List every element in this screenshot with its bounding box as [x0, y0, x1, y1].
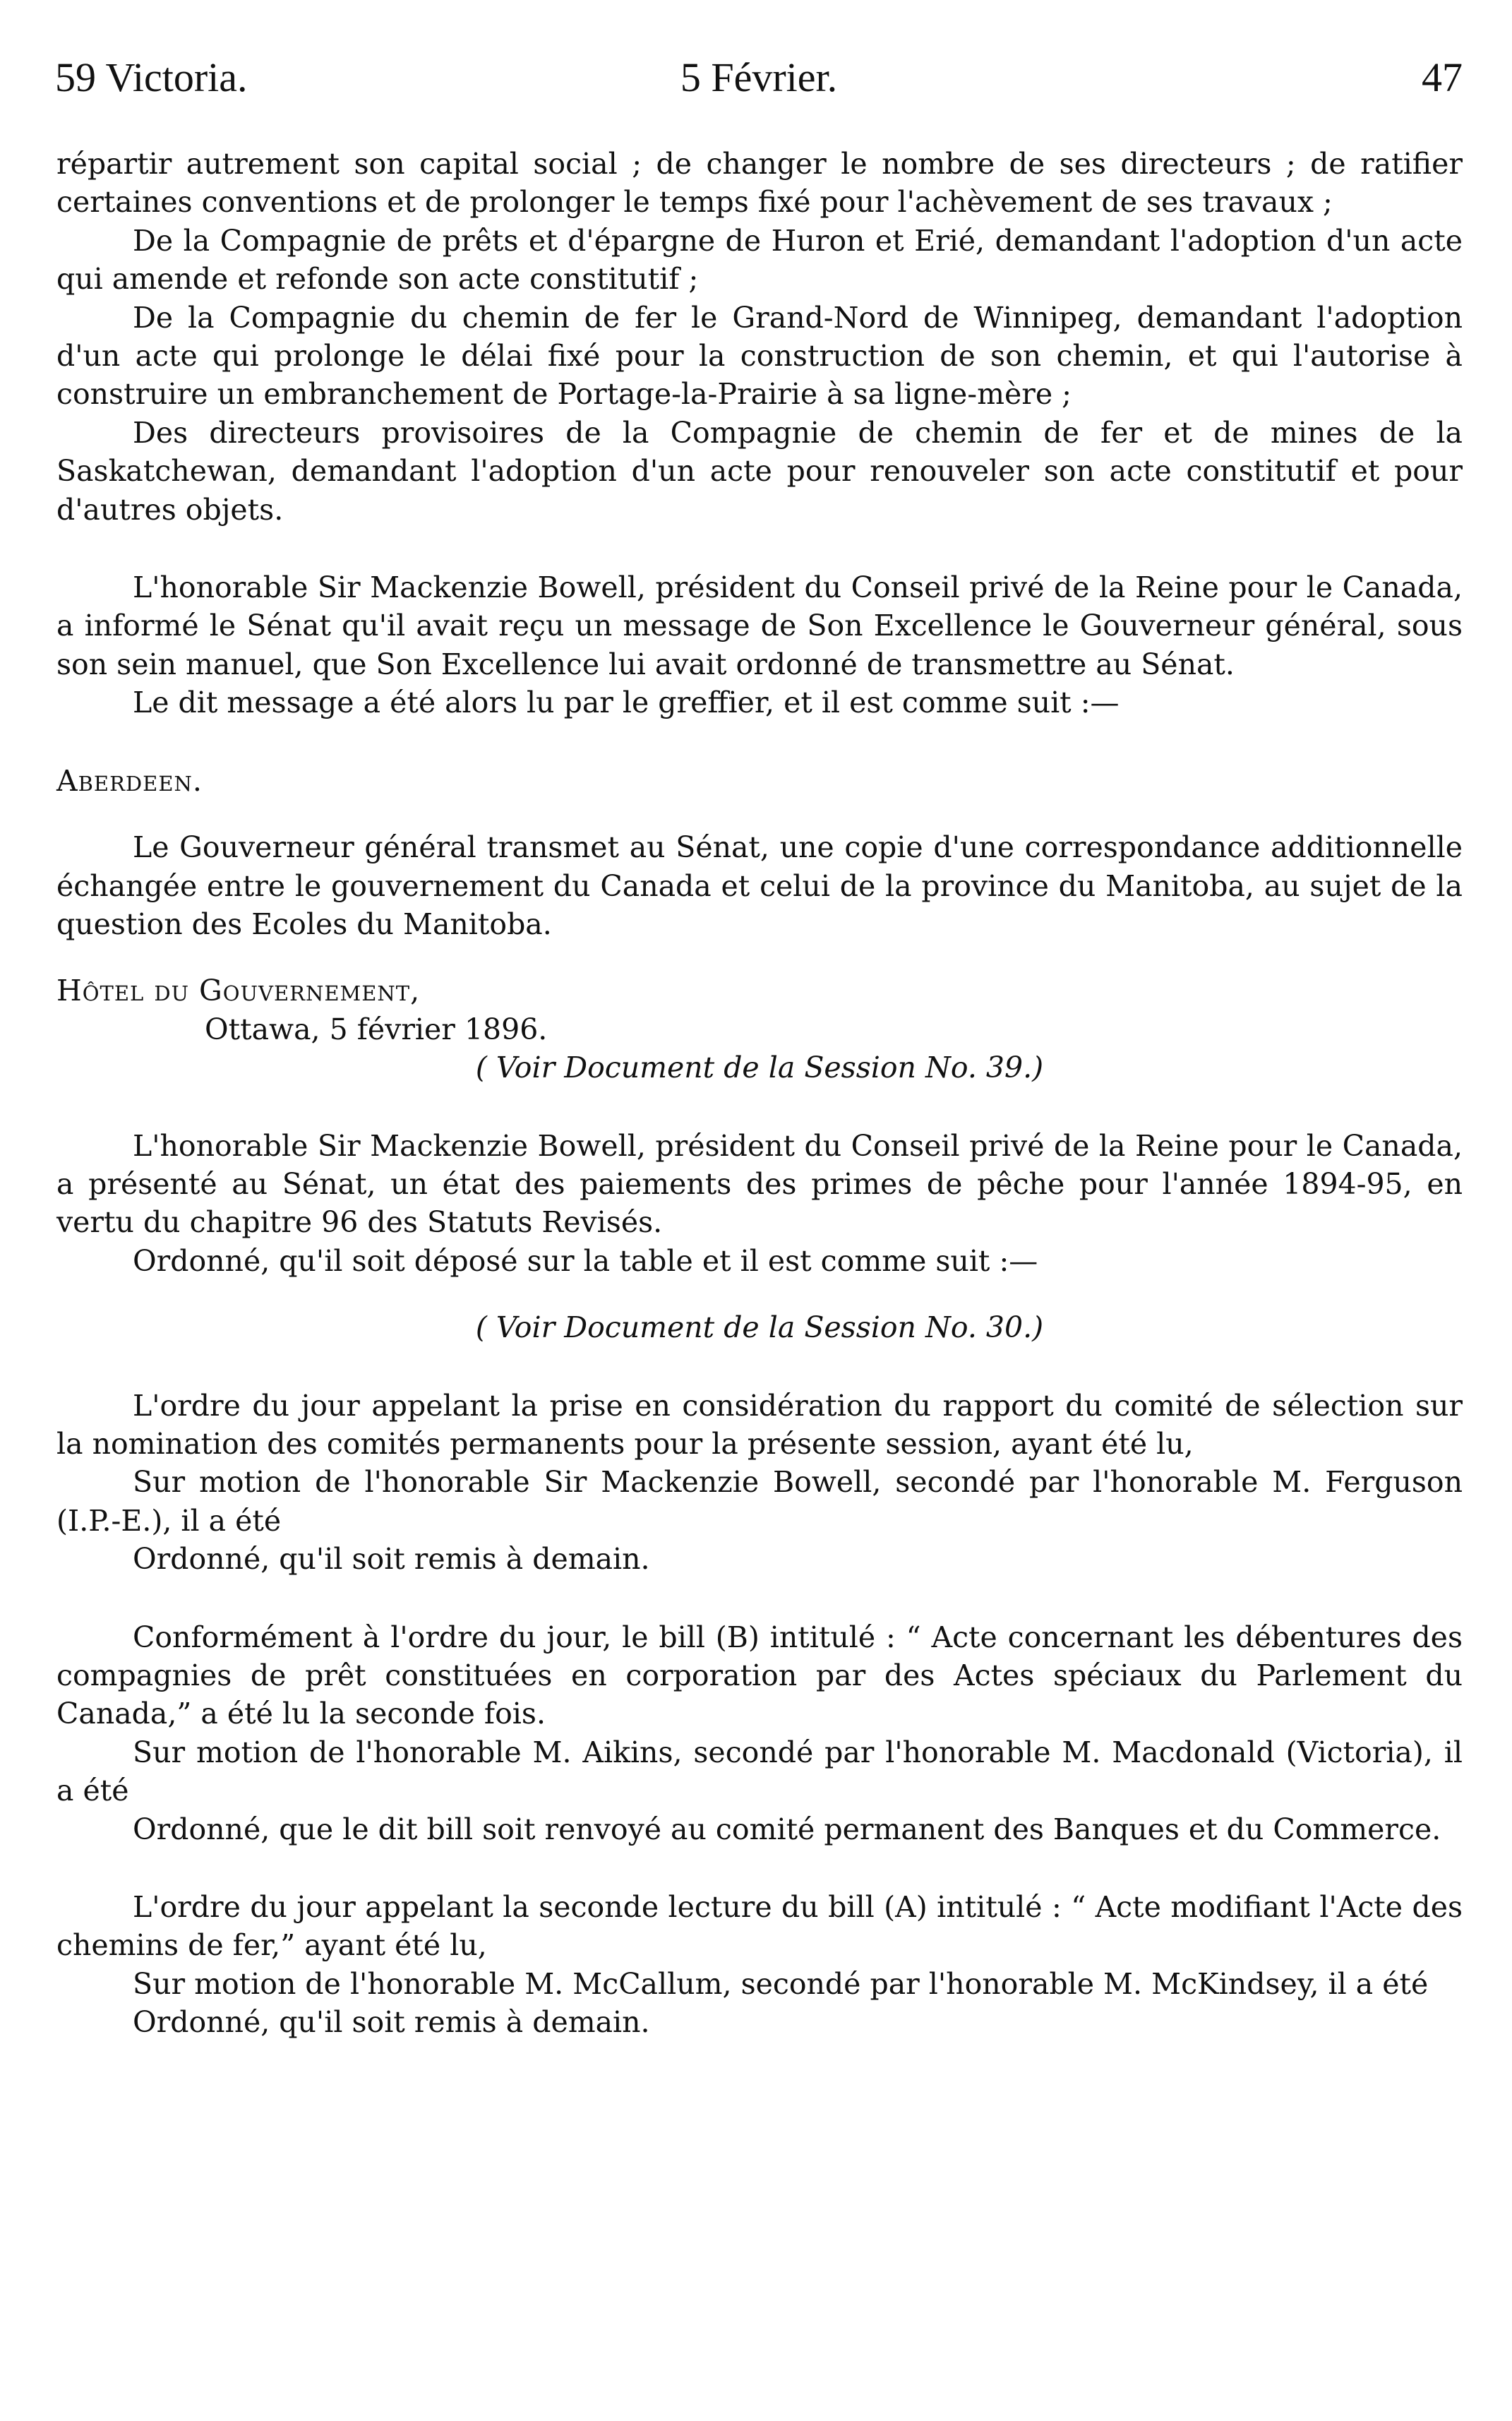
ordered-postponed-2: Ordonné, qu'il soit remis à demain.	[133, 2005, 650, 2040]
address-line-1: Hôtel du Gouvernement,	[56, 974, 421, 1008]
message-content: Le Gouverneur général transmet au Sénat, une copie d'une correspondance additionnelle échangée entre le gouvernement du Canada et celui de la province du Manitoba, au sujet de la question des Ecoles du Manitoba.	[56, 830, 1463, 941]
journal-body	[56, 145, 1463, 2042]
motion-bowell-ferguson: Sur motion de l'honorable Sir Mackenzie Bowell, secondé par l'honorable M. Ferguson (I.P.-E.), il a été	[56, 1465, 1463, 1538]
petition-winnipeg-railway: De la Compagnie du chemin de fer le Grand-Nord de Winnipeg, demandant l'adoption d'un acte qui prolonge le délai fixé pour la construction de son chemin, et qui l'autorise à construire un embranchement de Portage-la-Prairie à sa ligne-mère ;	[56, 300, 1463, 412]
ordered-tabled: Ordonné, qu'il soit déposé sur la table et il est comme suit :—	[133, 1243, 1038, 1278]
petition-huron-erie: De la Compagnie de prêts et d'épargne de Huron et Erié, demandant l'adoption d'un acte qui amende et refonde son acte constitutif ;	[56, 223, 1463, 297]
selection-committee-order: L'ordre du jour appelant la prise en considération du rapport du comité de sélection sur la nomination des comités permanents pour la présente session, ayant été lu,	[56, 1388, 1463, 1461]
bill-b-second-reading: Conformément à l'ordre du jour, le bill (B) intitulé : “ Acte concernant les débentures des compagnies de prêt constituées en corporation par des Actes spéciaux du Parlement du Canada,” a été lu la seconde fois.	[56, 1620, 1463, 1731]
motion-mccallum-mckindsey: Sur motion de l'honorable M. McCallum, secondé par l'honorable M. McKindsey, il a été	[133, 1966, 1429, 2001]
running-header	[55, 49, 1463, 106]
motion-aikins-macdonald: Sur motion de l'honorable M. Aikins, secondé par l'honorable M. Macdonald (Victoria), il a été	[56, 1735, 1463, 1808]
fisheries-statement: L'honorable Sir Mackenzie Bowell, président du Conseil privé de la Reine pour le Canada, a présenté au Sénat, un état des paiements des primes de pêche pour l'année 1894-95, en vertu du chapitre 96 des Statuts Revisés.	[56, 1128, 1463, 1240]
document-reference-30: ( Voir Document de la Session No. 30.)	[475, 1310, 1044, 1345]
signature-aberdeen: Aberdeen.	[56, 763, 203, 798]
header-date: 5 Février.	[680, 54, 838, 100]
petition-saskatchewan-railway: Des directeurs provisoires de la Compagnie de chemin de fer et de mines de la Saskatchewan, demandant l'adoption d'un acte pour renouveler son acte constitutif et pour d'autres objets.	[56, 415, 1463, 527]
bill-a-second-reading: L'ordre du jour appelant la seconde lecture du bill (A) intitulé : “ Acte modifiant l'Acte des chemins de fer,” ayant été lu,	[56, 1890, 1463, 1963]
header-session: 59 Victoria.	[55, 54, 248, 100]
paragraph-continuation: répartir autrement son capital social ; de changer le nombre de ses directeurs ; de ratifier certaines conventions et de prolonger le temps fixé pour l'achèvement de ses travaux ;	[56, 147, 1463, 220]
ordered-postponed-1: Ordonné, qu'il soit remis à demain.	[133, 1542, 650, 1577]
message-read: Le dit message a été alors lu par le greffier, et il est comme suit :—	[133, 686, 1120, 720]
message-announcement: L'honorable Sir Mackenzie Bowell, président du Conseil privé de la Reine pour le Canada, a informé le Sénat qu'il avait reçu un message de Son Excellence le Gouverneur général, sous son sein manuel, que Son Excellence lui avait ordonné de transmettre au Sénat.	[56, 570, 1463, 681]
document-reference-39: ( Voir Document de la Session No. 39.)	[475, 1051, 1044, 1085]
ordered-referred-committee: Ordonné, que le dit bill soit renvoyé au comité permanent des Banques et du Commerce.	[133, 1812, 1441, 1846]
page-number: 47	[1422, 54, 1463, 100]
address-line-2: Ottawa, 5 février 1896.	[205, 1012, 548, 1046]
